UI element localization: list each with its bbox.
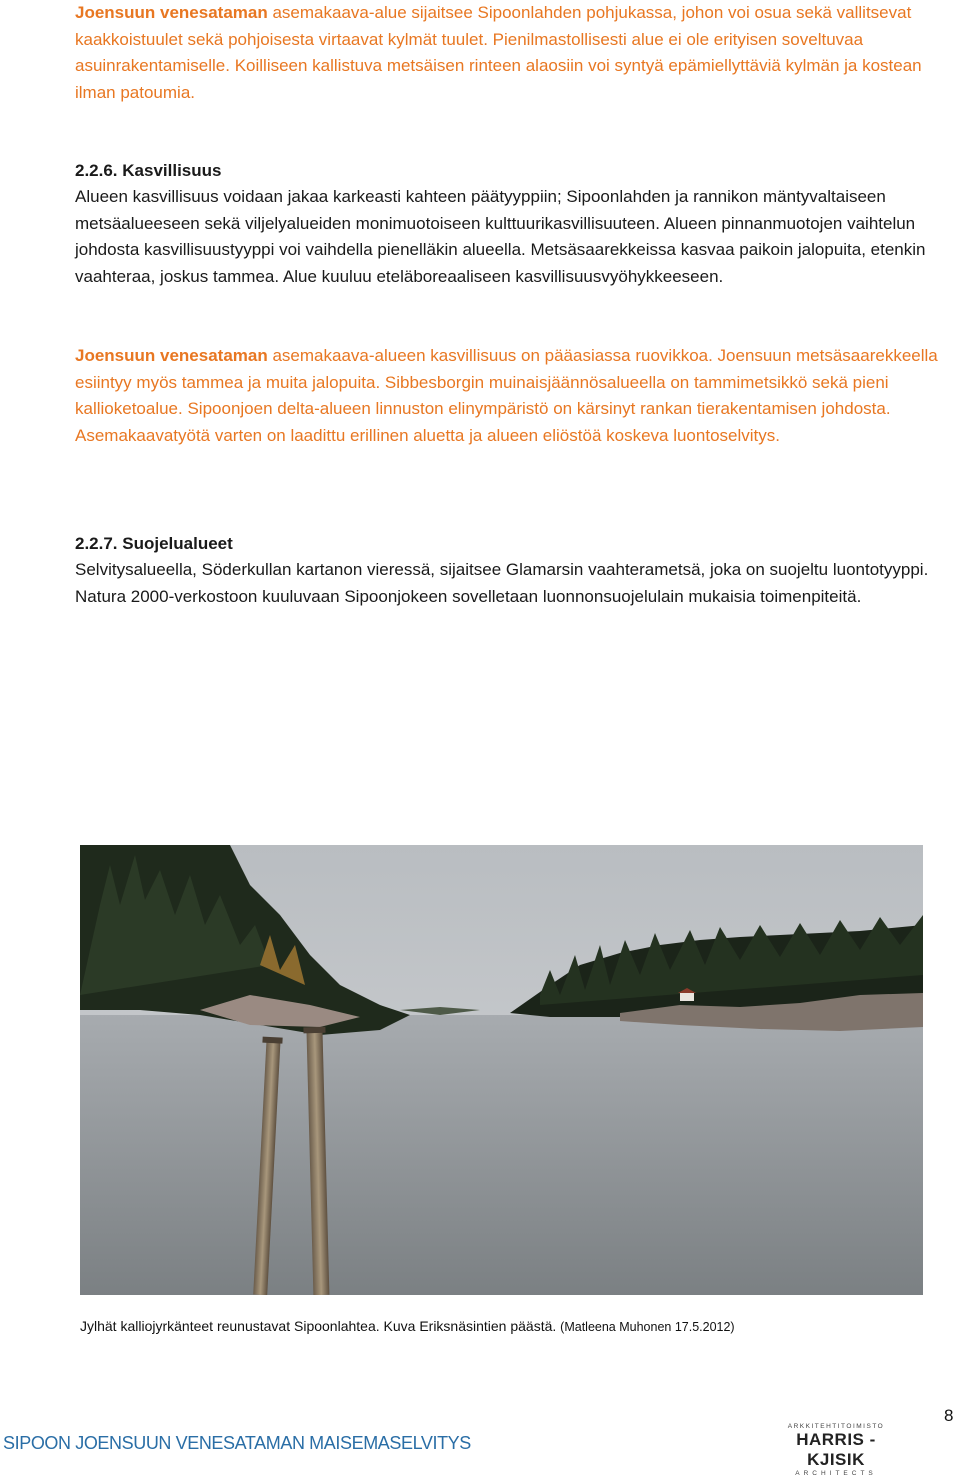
suojelualueet-paragraph: Selvitysalueella, Söderkullan kartanon vieressä, sijaitsee Glamarsin vaahterametsä, joka on suojeltu luontotyyppi. Natura 2000-verkostoon kuuluvaan Sipoonjokeen sovelletaan luonnonsuojelulain mukaisia toimenpiteitä. — [75, 560, 929, 606]
intro-text: asemakaava-alue sijaitsee Sipoonlahden pohjukassa, johon voi osua sekä vallitsevat kaakkoistuulet sekä pohjoisesta virtaavat kylmät tuulet. Pienilmastollisesti alue ei ole erityisen soveltuvaa asuinrakentamiselle. Koilliseen kallistuva metsäisen rinteen alaosiin voi syntyä epämiellyttäviä kylmän ja kostean ilman patoumia. — [75, 3, 922, 102]
lake-photo — [80, 845, 923, 1295]
intro-paragraph — [75, 0, 955, 106]
photo-credit: (Matleena Muhonen 17.5.2012) — [560, 1320, 735, 1334]
kasvillisuus-paragraph: Alueen kasvillisuus voidaan jakaa karkeasti kahteen päätyyppiin; Sipoonlahden ja rannikon mäntyvaltaiseen metsäalueeseen sekä viljelyalueiden monimuotoiseen kulttuurikasvillisuuteen. Alueen pinnanmuotojen vaihtelun johdosta kasvillisuustyyppi voi vaihdella pienelläkin alueella. Metsäsaarekkeissa kasvaa paikoin jalopuita, etenkin vaahteraa, joskus tammea. Alue kuuluu eteläboreaaliseen kasvillisuusvyöhykkeeseen. — [75, 187, 926, 286]
photo-caption — [80, 1318, 735, 1334]
footer-title: SIPOON JOENSUUN VENESATAMAN MAISEMASELVITYS — [3, 1433, 471, 1453]
intro-lead: Joensuun venesataman — [75, 3, 268, 22]
logo-bottom-text: ARCHITECTS — [795, 1470, 877, 1477]
lake-photo-illustration — [80, 845, 923, 1295]
kasvillisuus-orange-lead: Joensuun venesataman — [75, 346, 268, 365]
architects-logo — [770, 1423, 902, 1477]
logo-top-text: ARKKITEHTITOIMISTO — [787, 1423, 885, 1430]
section-heading-suojelualueet: 2.2.7. Suojelualueet — [75, 534, 233, 553]
kasvillisuus-orange-paragraph — [75, 343, 955, 449]
section-heading-kasvillisuus: 2.2.6. Kasvillisuus — [75, 161, 222, 180]
photo-caption-text: Jylhät kalliojyrkänteet reunustavat Sipoonlahtea. Kuva Eriksnäsintien päästä. — [80, 1318, 557, 1334]
page-number: 8 — [944, 1406, 954, 1425]
logo-main-text: HARRIS - KJISIK — [796, 1430, 876, 1469]
kasvillisuus-orange-text: asemakaava-alueen kasvillisuus on pääasiassa ruovikkoa. Joensuun metsäsaarekkeella esiintyy myös tammea ja muita jalopuita. Sibbesborgin muinaisjäännösalueella on tammimetsikkö sekä pieni kallioketoalue. Sipoonjoen delta-alueen linnuston elinympäristö on kärsinyt rankan tierakentamisen johdosta. Asemakaavatyötä varten on laadittu erillinen aluetta ja alueen eliöstöä koskeva luontoselvitys. — [75, 346, 938, 445]
